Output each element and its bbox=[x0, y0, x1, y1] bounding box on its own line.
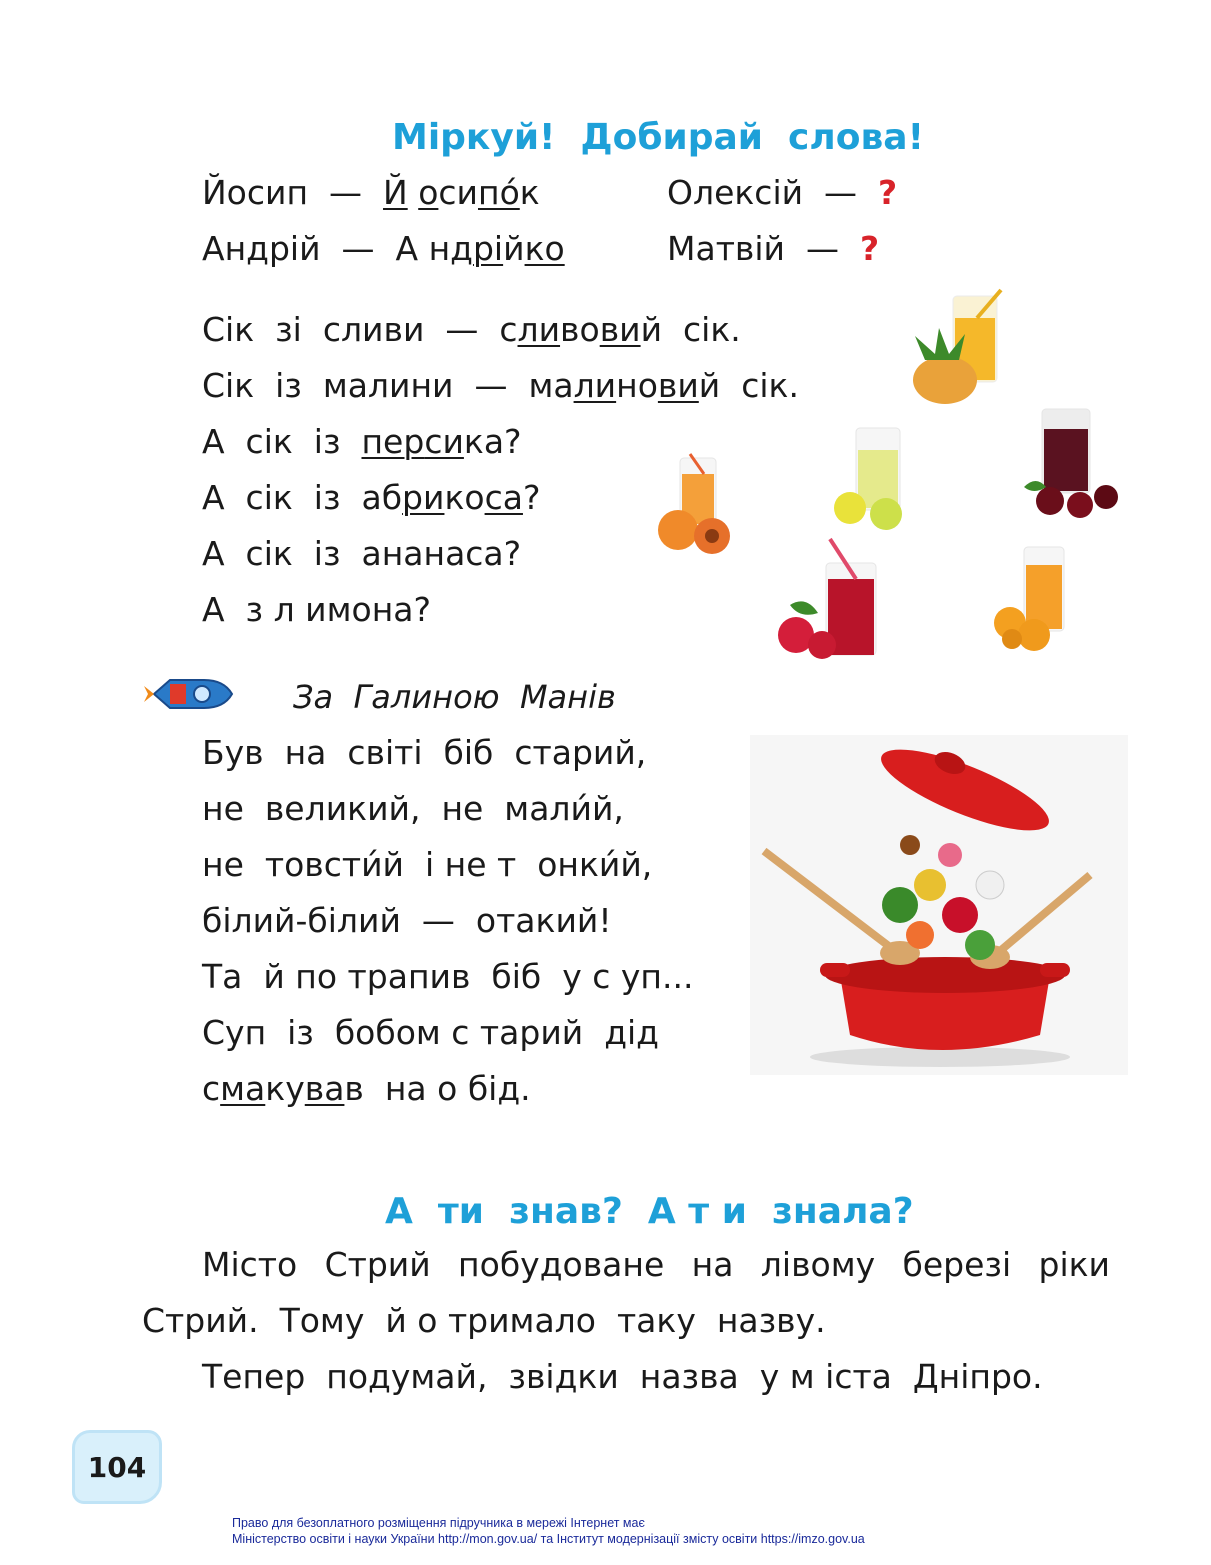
section-title-think: Міркуй! Добирай слова! bbox=[392, 117, 924, 158]
poem-line-last: смакував на о бід. bbox=[202, 1069, 531, 1108]
raspberry-juice-image bbox=[770, 535, 880, 665]
cherry-juice-image bbox=[1016, 405, 1121, 520]
poem-line: Та й по трапив біб у с уп... bbox=[202, 957, 694, 996]
paragraph-stryi-line1: Місто Стрий побудоване на лівому березі ріки bbox=[202, 1245, 1110, 1284]
poem-line: Суп із бобом с тарий дід bbox=[202, 1013, 659, 1052]
peach-juice-image bbox=[644, 452, 739, 557]
name-pair-andrii: Андрій — А ндрійко bbox=[202, 229, 565, 268]
name-oleksii: Олексій — ? bbox=[667, 173, 898, 212]
name-pair-yosyp: Йосип — Й осипо́к bbox=[202, 173, 540, 212]
section-title-did-you-know: А ти знав? А т и знала? bbox=[385, 1191, 914, 1232]
apricot-juice-image bbox=[990, 543, 1075, 653]
footer-line2: Міністерство освіти і науки України http://mon.gov.ua/ та Інститут модернізації змісту освіти https://imzo.gov.ua bbox=[232, 1532, 865, 1546]
juice-question-apricot: А сік із абрикоса? bbox=[202, 478, 541, 517]
name-matvii: Матвій — ? bbox=[667, 229, 880, 268]
soup-pot-image bbox=[750, 735, 1128, 1075]
poem-line: Був на світі біб старий, bbox=[202, 733, 647, 772]
poem-author: За Галиною Манів bbox=[293, 678, 616, 716]
lemon-juice-image bbox=[828, 420, 918, 532]
juice-question-lemon: А з л имона? bbox=[202, 590, 432, 629]
pineapple-juice-image bbox=[905, 288, 1015, 408]
poem-line: білий-білий — отакий! bbox=[202, 901, 612, 940]
juice-line-plum: Сік зі сливи — сливовий сік. bbox=[202, 310, 741, 349]
juice-line-raspberry: Сік із малини — малиновий сік. bbox=[202, 366, 799, 405]
poem-line: не великий, не мали́й, bbox=[202, 789, 624, 828]
question-mark-icon: ? bbox=[878, 173, 898, 212]
poem-line: не товсти́й і не т онки́й, bbox=[202, 845, 653, 884]
juice-question-peach: А сік із персика? bbox=[202, 422, 522, 461]
paragraph-dnipro: Тепер подумай, звідки назва у м іста Дніпро. bbox=[202, 1357, 1043, 1396]
paragraph-stryi-line2: Стрий. Тому й о тримало таку назву. bbox=[142, 1301, 826, 1340]
rocket-icon bbox=[140, 668, 240, 720]
footer-line1: Право для безоплатного розміщення підручника в мережі Інтернет має bbox=[232, 1516, 645, 1530]
juice-question-pineapple: А сік із ананаса? bbox=[202, 534, 522, 573]
page-number: 104 bbox=[72, 1430, 162, 1504]
question-mark-icon: ? bbox=[859, 229, 880, 268]
